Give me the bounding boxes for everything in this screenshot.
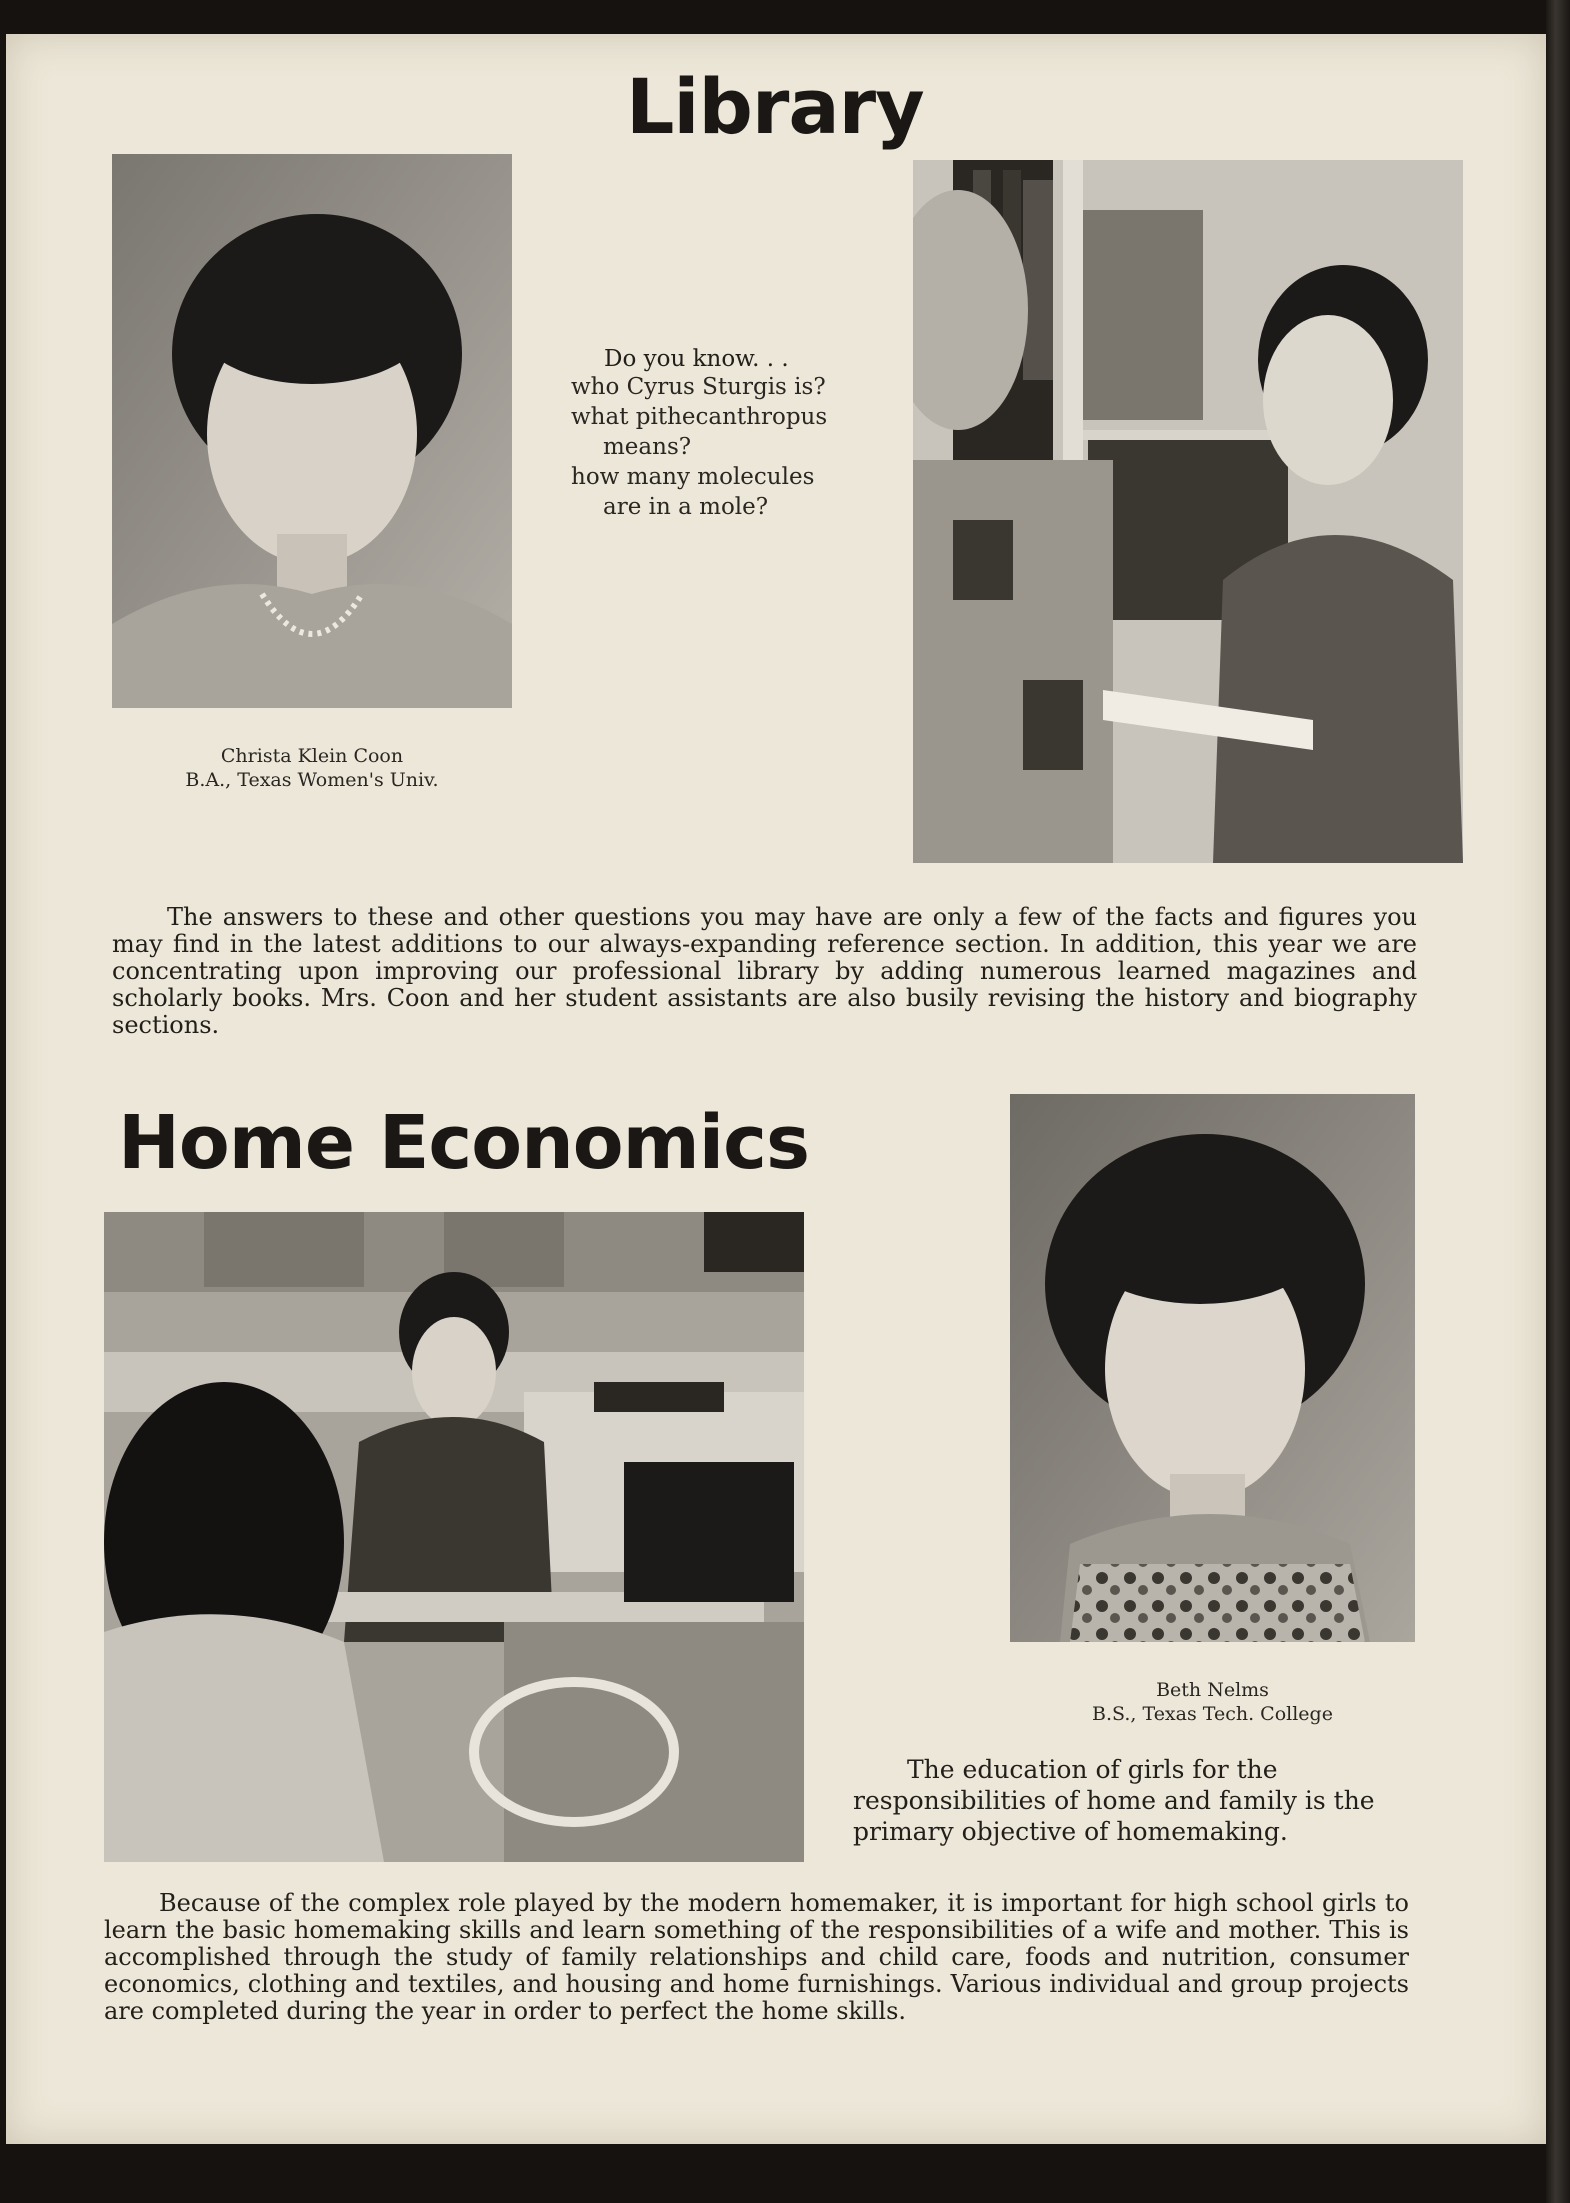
librarian-degree: B.A., Texas Women's Univ.	[185, 769, 439, 791]
librarian-caption	[112, 744, 512, 792]
homemaking-objective: The education of girls for the responsibilities of home and family is the primary objective of homemaking.	[853, 1755, 1375, 1846]
library-paragraph: The answers to these and other questions you may have are only a few of the facts and figures you may find in the latest additions to our always-expanding reference section. In addition, this year we are concentrating upon improving our professional library by adding numerous learned magazines and scholarly books. Mrs. Coon and her student assistants are also busily revising the history and biography sections.	[112, 903, 1417, 1039]
question-item: how many molecules	[571, 464, 815, 490]
question-item: are in a mole?	[603, 494, 769, 520]
teacher-degree: B.S., Texas Tech. College	[1092, 1703, 1333, 1725]
question-intro: Do you know. . .	[604, 346, 789, 372]
librarian-portrait-photo	[112, 154, 512, 708]
question-item: what pithecanthropus	[571, 404, 828, 430]
teacher-name: Beth Nelms	[1156, 1679, 1269, 1701]
teacher-caption	[1010, 1678, 1415, 1726]
classroom-sewing-photo	[104, 1212, 804, 1862]
question-list	[571, 372, 827, 522]
librarian-with-student-photo	[913, 160, 1463, 863]
library-heading: Library	[626, 62, 924, 151]
question-item: who Cyrus Sturgis is?	[571, 374, 826, 400]
home-economics-paragraph: Because of the complex role played by the modern homemaker, it is important for high school girls to learn the basic homemaking skills and learn something of the responsibilities of a wife and mother. This is accomplished through the study of family relationships and child care, foods and nutrition, consumer economics, clothing and textiles, and housing and home furnishings. Various individual and group projects are completed during the year in order to perfect the home skills.	[104, 1889, 1409, 2025]
home-economics-heading: Home Economics	[118, 1100, 809, 1186]
librarian-name: Christa Klein Coon	[220, 745, 404, 767]
question-item: means?	[603, 434, 692, 460]
book-spine	[1546, 0, 1570, 2203]
teacher-portrait-photo	[1010, 1094, 1415, 1642]
